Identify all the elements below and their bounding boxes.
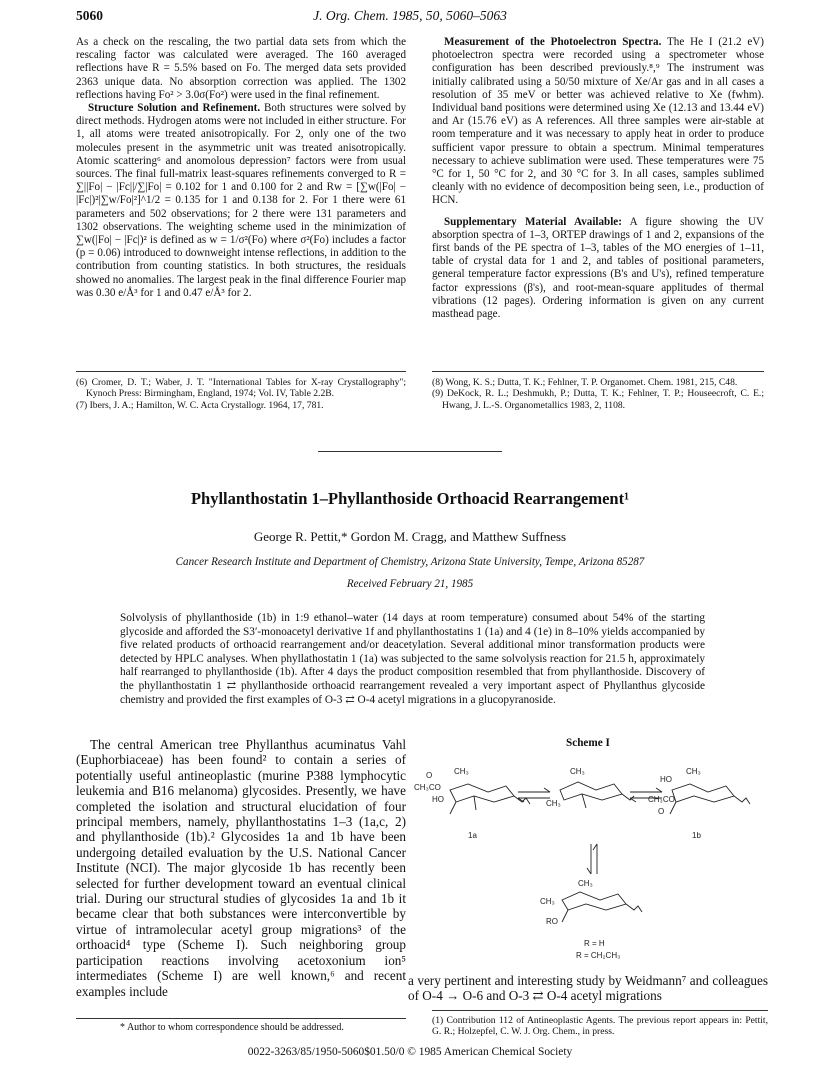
structure-solution-heading: Structure Solution and Refinement. (88, 102, 261, 115)
scheme-ho-left: HO (432, 795, 444, 804)
scheme-ch3-mid: CH₃ (570, 767, 585, 776)
supplementary-text: A figure showing the UV absorption spectra of 1–3, ORTEP drawings of 1 and 2, expansions of the first bands of the PE spectra of 1–3, tables of the MO energies of 1–11, table of crystal data for 1 and 2, and tables of positional parameters, general temperature factor expressions (B's and U's), refined temperature factor expressions (β's), and root-mean-square applitudes of thermal vibrations (12 pages). Ordering information is given on any current masthead page. (432, 215, 764, 321)
footnotes-right (432, 377, 764, 411)
supplementary-heading: Supplementary Material Available: (444, 215, 622, 228)
footnote-rule-right (432, 371, 764, 372)
article-title: Phyllanthostatin 1–Phyllanthoside Orthoacid Rearrangement¹ (190, 489, 630, 508)
scheme-ch3-bottom-2: CH₃ (540, 897, 555, 906)
page-footer: 0022-3263/85/1950-5060$01.50/0 © 1985 American Chemical Society (247, 1046, 573, 1058)
pe-measurement-paragraph (432, 36, 764, 208)
scheme-ch3co-right: CH₃CO (648, 795, 675, 804)
scheme-ro-bottom: RO (546, 917, 558, 926)
pe-measurement-text: The He I (21.2 eV) photoelectron spectra were recorded using a spectrometer whose configuration has been described previously.⁸,⁹ The instrument was initially calibrated using a 50/50 mixture of Xe/Ar gas and in all cases a resolution of 35 meV or better was achieved relative to Xe (fwhm). Individual band positions were determined using Xe (12.13 and 13.44 eV) and Ar (15.76 eV) as A references. All three samples were air-stable at room temperature and it was necessary to apply heat in order to produce sufficient vapor pressure to obtain a spectrum. Minimal temperatures necessary to achieve sublimation were used. These temperatures were 75 °C for 1, 50 °C for 2, and 30 °C for 3. In all cases, samples sublimed cleanly with no evidence of decomposition being seen, i.e., production of HCN. (432, 36, 764, 207)
footnote-rule-bottom-left (76, 1018, 406, 1019)
scheme-title: Scheme I (566, 737, 610, 749)
supplementary-paragraph (432, 216, 764, 322)
scheme-ch3co-left: CH₃CO (414, 783, 441, 792)
scheme-ch3-left: CH₃ (454, 767, 469, 776)
footnote-7: (7) Ibers, J. A.; Hamilton, W. C. Acta Crystallogr. 1964, 17, 781. (76, 399, 324, 411)
body-right-column (408, 973, 768, 1004)
body-left-column (76, 737, 406, 999)
scheme-drawing (410, 752, 770, 967)
weidmann-paragraph: a very pertinent and interesting study by Weidmann⁷ and colleagues of O-4 → O-6 and O-3 ⇄ O-4 acetyl migrations (408, 973, 768, 1004)
journal-header: J. Org. Chem. 1985, 50, 5060–5063 (313, 8, 507, 23)
correspondence-note: * Author to whom correspondence should be addressed. (120, 1022, 344, 1033)
scheme-label-1b: 1b (692, 831, 701, 840)
scheme-label-1a: 1a (468, 831, 477, 840)
footnote-8: (8) Wong, K. S.; Dutta, T. K.; Fehlner, T. P. Organomet. Chem. 1981, 215, C48. (432, 377, 738, 388)
top-left-column (76, 36, 406, 300)
received-date: Received February 21, 1985 (346, 578, 474, 590)
affiliation: Cancer Research Institute and Department of Chemistry, Arizona State University, Tempe, Arizona 85287 (175, 556, 645, 568)
scheme-figure (410, 752, 770, 967)
rescaling-paragraph: As a check on the rescaling, the two partial data sets from which the rescaling factor was calculated were averaged. The 160 averaged reflections have R = 5.5% based on Fo. The merged data sets provided 2363 unique data. No absorption correction was applied. The 1302 reflections having Fo² > 3.0σ(Fo²) were used in the final refinement. (76, 36, 406, 101)
scheme-ch3-mid-2: CH₃ (546, 799, 561, 808)
scheme-acetyl-o-left: O (426, 771, 433, 780)
footnote-9: (9) DeKock, R. L.; Deshmukh, P.; Dutta, T. K.; Fehlner, T. P.; Houseecroft, C. E.; Hwang, J. L.-S. Organometallics 1983, 2, 1108. (432, 388, 764, 411)
footnote-6: (6) Cromer, D. T.; Waber, J. T. "International Tables for X-ray Crystallography"; Kynoch Press: Birmingham, England, 1974; Vol. IV, Table 2.2B. (76, 377, 406, 400)
scheme-ho-right: HO (660, 775, 672, 784)
pe-measurement-heading: Measurement of the Photoelectron Spectra. (444, 36, 662, 48)
page-number: 5060 (76, 8, 103, 23)
scheme-acetyl-o-right: O (658, 807, 665, 816)
structure-solution-paragraph (76, 102, 406, 300)
scheme-r-h: R = H (584, 939, 605, 948)
footnote-rule-bottom-right (432, 1010, 768, 1011)
scheme-ch3-right: CH₃ (686, 767, 701, 776)
footnote-1: (1) Contribution 112 of Antineoplastic Agents. The previous report appears in: Pettit, G. R.; Holzepfel, C. W. J. Org. Chem., in press. (432, 1015, 768, 1038)
author-line: George R. Pettit,* Gordon M. Cragg, and Matthew Suffness (253, 529, 567, 544)
intro-paragraph: The central American tree Phyllanthus acuminatus Vahl (Euphorbiaceae) has been found² to contain a series of potentially useful antineoplastic (murine P388 lymphocytic leukemia and B16 melanoma) glycosides. Presently, we have completed the isolation and structural elucidation of four principal members, namely, phyllanthostatins 1–3 (1a,c, 2) and phyllanthoside (1b).² Glycosides 1a and 1b have been undergoing detailed evaluation by the U.S. National Cancer Institute (NCI). The major glycoside 1b has recently been selected for further development toward an eventual clinical trial. During our structural studies of glycosides 1a and 1b it became clear that both substances were interconvertible by virtue of intramolecular acetyl group migrations³ of the orthoacid⁴ type (Scheme I). Such neighboring group participation reactions involving acetoxonium ion⁵ intermediates (Scheme I) are well known,⁶ and recent examples include (76, 737, 406, 999)
scheme-r-et: R = CH₂CH₃ (576, 951, 621, 960)
top-right-column (432, 36, 764, 321)
scheme-ch3-bottom: CH₃ (578, 879, 593, 888)
structure-solution-text: Both structures were solved by direct methods. Hydrogen atoms were not included in either structure. For 1, all atoms were treated anisotropically. For 2, only one of the two molecules present in the asymmetric unit was treated anisotropically. Atomic scattering⁶ and anomolous depression⁷ factors were from usual sources. The final full-matrix least-squares refinements converged to R = ∑||Fo| − |Fc||/∑|Fo| = 0.102 for 1 and 0.100 for 2 and Rw = [∑w(|Fo| − |Fc|)²|∑w/Fo|²]^1/2 = 0.135 for 1 and 0.138 for 2. For 1 there were 61 parameters and 502 observations; for 2 there were 131 parameters and 1302 observations. The weighting scheme used in the minimization of ∑w(|Fo| − |Fc|)² is defined as w = 1/σ²(Fo) where σ²(Fo) includes a factor (p = 0.06) introduced to downweight intense reflections, in addition to the contribution from counting statistics. In both structures, the residuals showed no anomalies. The largest peak in the final difference Fourier map was 0.30 e/Å³ for 1 and 0.47 e/Å³ for 2. (76, 102, 407, 299)
footnote-rule-left (76, 371, 406, 372)
article-separator (318, 451, 502, 452)
footnotes-left (76, 377, 406, 411)
abstract: Solvolysis of phyllanthoside (1b) in 1:9 ethanol–water (14 days at room temperature) consumed about 54% of the starting glycoside and afforded the S3′-monoacetyl derivative 1f and phyllanthostatins 1 (1a) and 4 (1e) in 8–10% yields accompanied by five related products of orthoacid rearrangement and/or deacetylation. Several additional minor transformation products were detected by HPLC analyses. When phyllathostatin 1 (1a) was subjected to the same solvolysis reaction for 21.5 h, approximately half rearranged to phyllanthoside (1b). After 4 days the product composition resembled that from phyllanthoside. Discovery of the phyllanthostatin 1 ⇄ phyllanthoside orthoacid rearrangement revealed a very important aspect of Phyllanthus glycoside chemistry and provided the first examples of O-3 ⇄ O-4 acetyl migrations in a glucopyranoside. (120, 612, 705, 706)
